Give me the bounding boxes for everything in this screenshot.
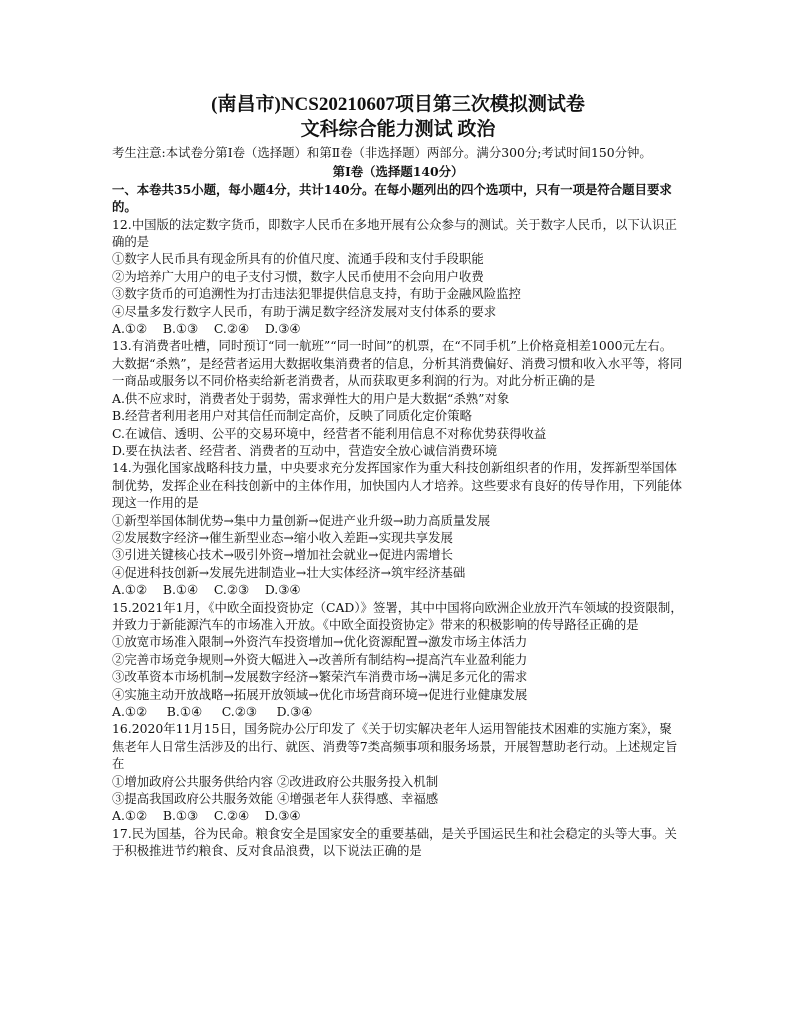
section-title: 第Ⅰ卷（选择题140分）: [332, 164, 464, 180]
question-item: ①放宽市场准入限制→外资汽车投资增加→优化资源配置→激发市场主体活力: [112, 634, 528, 650]
question-stem: 14.为强化国家战略科技力量，中央要求充分发挥国家作为重大科技创新组织者的作用，发挥新型举国体制优势，发挥企业在科技创新中的主体作用，加快国内人才培养。这些要求有良好的传导作用，下列能体现这一作用的是: [112, 460, 682, 511]
question-item: ④实施主动开放战略→拓展开放领域→优化市场营商环境→促进行业健康发展: [112, 686, 528, 702]
exam-page: [112, 92, 684, 860]
question-item: ①新型举国体制优势→集中力量创新→促进产业升级→助力高质量发展: [112, 512, 491, 528]
question-item: A.供不应求时，消费者处于弱势，需求弹性大的用户是大数据“杀熟”对象: [112, 390, 510, 406]
question-stem: 16.2020年11月15日，国务院办公厅印发了《关于切实解决老年人运用智能技术困难的实施方案》，聚焦老年人日常生活涉及的出行、就医、消费等7类高频事项和服务场景，开展智慧助老行动。上述规定旨在: [112, 721, 678, 772]
answer-options: A.①② B.①③ C.②④ D.③④: [112, 808, 301, 824]
question-stem: 12.中国版的法定数字货币，即数字人民币在多地开展有公众参与的测试。关于数字人民币，以下认识正确的是: [112, 216, 677, 250]
question-item: ②为培养广大用户的电子支付习惯，数字人民币使用不会向用户收费: [112, 268, 484, 284]
question-item: D.要在执法者、经营者、消费者的互动中，营造安全放心诚信消费环境: [112, 442, 498, 458]
page-title: (南昌市)NCS20210607项目第三次模拟测试卷: [211, 94, 585, 115]
question-item: ①数字人民币具有现金所具有的价值尺度、流通手段和支付手段职能: [112, 251, 484, 267]
question-13: [112, 337, 684, 459]
question-item: ④尽量多发行数字人民币，有助于满足数字经济发展对支付体系的要求: [112, 303, 497, 319]
question-item: C.在诚信、透明、公平的交易环境中，经营者不能利用信息不对称优势获得收益: [112, 425, 547, 441]
question-item: B.经营者利用老用户对其信任而制定高价，反映了同质化定价策略: [112, 408, 472, 424]
question-item: ③引进关键核心技术→吸引外资→增加社会就业→促进内需增长: [112, 547, 453, 563]
question-stem: 13.有消费者吐槽，同时预订“同一航班”“同一时间”的机票，在“不同手机”上价格竟相差1000元左右。大数据“杀熟”，是经营者运用大数据收集消费者的信息，分析其消费偏好、消费习惯和收入水平等，将同一商品或服务以不同价格卖给新老消费者，从而获取更多利润的行为。对此分析正确的是: [112, 338, 683, 389]
question-item: ④促进科技创新→发展先进制造业→壮大实体经济→筑牢经济基础: [112, 564, 466, 580]
exam-notice: 考生注意:本试卷分第Ⅰ卷（选择题）和第Ⅱ卷（非选择题）两部分。满分300分;考试时间150分钟。: [112, 145, 652, 160]
question-15: [112, 599, 684, 721]
answer-options: A.①② B.①③ C.②④ D.③④: [112, 321, 301, 337]
question-item: ②发展数字经济→催生新型业态→缩小收入差距→实现共享发展: [112, 529, 453, 545]
question-item: ③数字货币的可追溯性为打击违法犯罪提供信息支持，有助于金融风险监控: [112, 286, 521, 302]
answer-options: A.①② B.①④ C.②③ D.③④: [112, 582, 301, 598]
answer-options: A.①② B.①④ C.②③ D.③④: [112, 704, 313, 719]
question-16: [112, 720, 684, 824]
question-item: ③改革资本市场机制→发展数字经济→繁荣汽车消费市场→满足多元化的需求: [112, 669, 528, 685]
question-stem: 17.民为国基，谷为民命。粮食安全是国家安全的重要基础，是关乎国运民生和社会稳定的头等大事。关于积极推进节约粮食、反对食品浪费，以下说法正确的是: [112, 825, 677, 859]
question-14: [112, 459, 684, 598]
section-instruction: 一、本卷共35小题，每小题4分，共计140分。在每小题列出的四个选项中，只有一项是符合题目要求的。: [112, 181, 672, 215]
question-stem: 15.2021年1月，《中欧全面投资协定（CAD）》签署，其中中国将向欧洲企业放开汽车领域的投资限制，并致力于新能源汽车的市场准入开放。《中欧全面投资协定》带来的积极影响的传导路径正确的是: [112, 599, 683, 632]
question-12: [112, 216, 684, 338]
page-subtitle: 文科综合能力测试 政治: [300, 119, 496, 140]
question-item: ①增加政府公共服务供给内容 ②改进政府公共服务投入机制: [112, 773, 439, 789]
question-item: ②完善市场竞争规则→外资大幅进入→改善所有制结构→提高汽车业盈利能力: [112, 651, 528, 667]
question-item: ③提高我国政府公共服务效能 ④增强老年人获得感、幸福感: [112, 791, 439, 807]
question-17: [112, 825, 684, 860]
